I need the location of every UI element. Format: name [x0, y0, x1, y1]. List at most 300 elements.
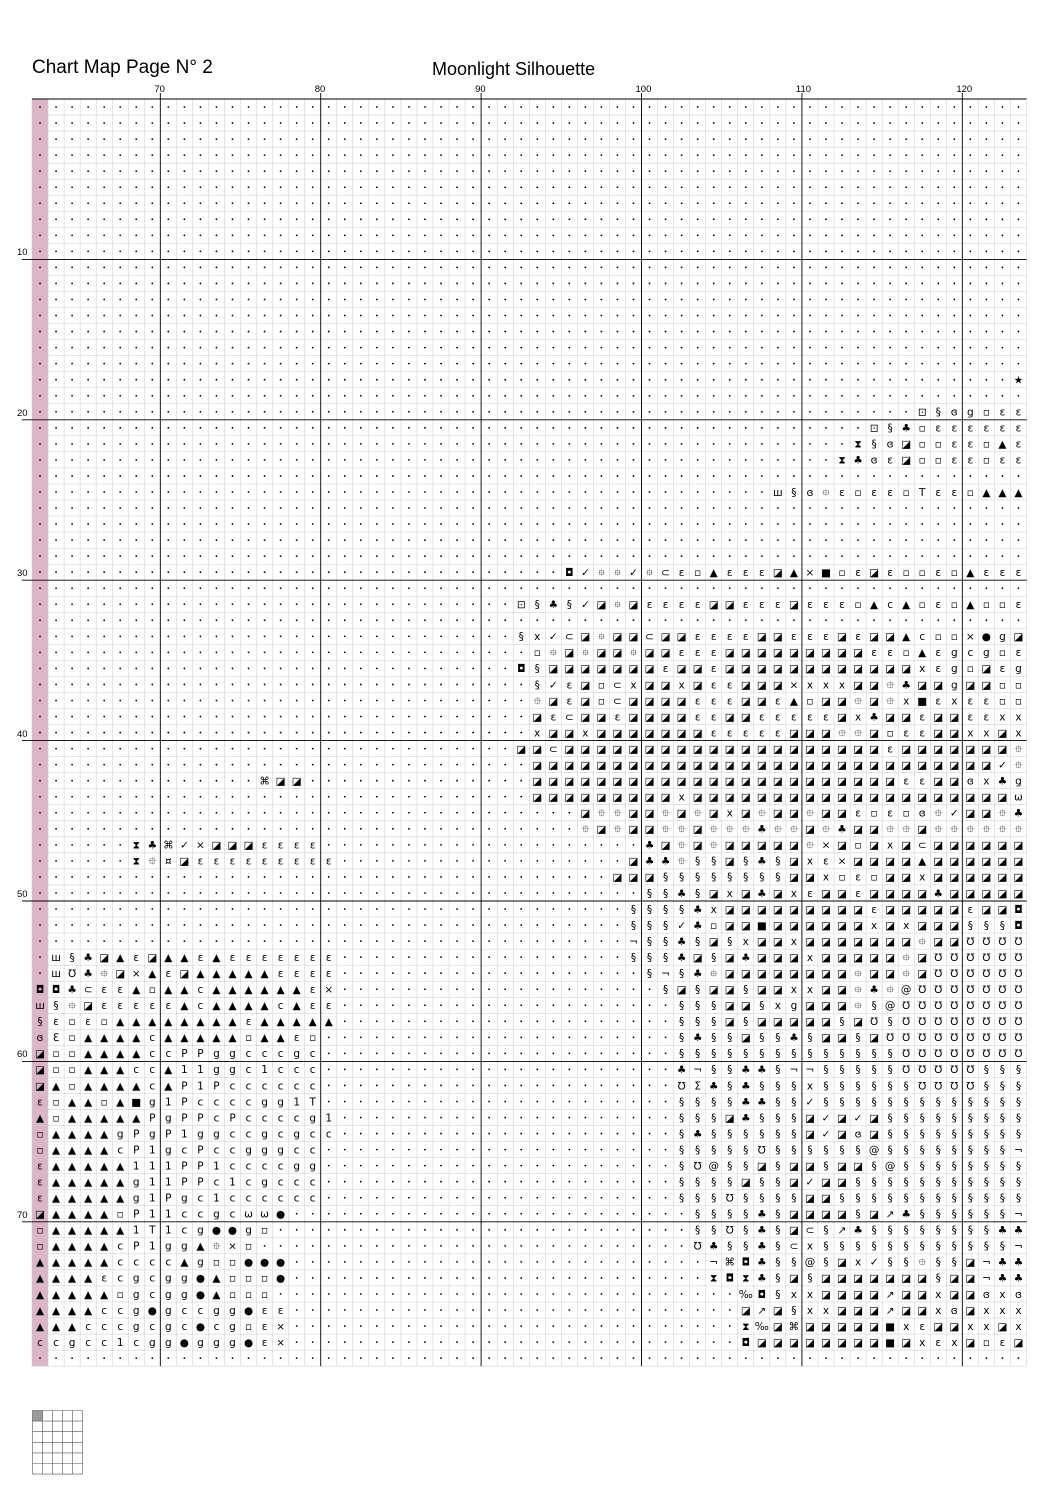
empty-cell-dot [841, 539, 843, 541]
empty-cell-dot [248, 716, 250, 718]
empty-cell-dot [280, 732, 282, 734]
empty-cell-dot [200, 507, 202, 509]
empty-cell-dot [617, 1036, 619, 1038]
stitch-symbol: ♣ [548, 599, 559, 612]
stitch-symbol: ◪ [917, 887, 928, 900]
empty-cell-dot [376, 764, 378, 766]
empty-cell-dot [520, 940, 522, 942]
stitch-symbol: P [197, 1176, 204, 1189]
stitch-symbol: ◪ [596, 775, 607, 788]
empty-cell-dot [440, 1004, 442, 1006]
stitch-symbol: g [1015, 663, 1022, 676]
empty-cell-dot [440, 106, 442, 108]
empty-cell-dot [280, 283, 282, 285]
empty-cell-dot [841, 379, 843, 381]
empty-cell-dot [488, 299, 490, 301]
stitch-symbol: ◪ [853, 951, 864, 964]
empty-cell-dot [536, 411, 538, 413]
empty-cell-dot [183, 876, 185, 878]
empty-cell-dot [985, 363, 987, 365]
empty-cell-dot [248, 218, 250, 220]
empty-cell-dot [617, 154, 619, 156]
stitch-symbol: ⅽ [85, 1336, 92, 1349]
empty-cell-dot [392, 315, 394, 317]
stitch-symbol: ◪ [869, 935, 880, 948]
empty-cell-dot [601, 186, 603, 188]
empty-cell-dot [119, 619, 121, 621]
empty-cell-dot [135, 796, 137, 798]
empty-cell-dot [504, 1245, 506, 1247]
empty-cell-dot [617, 507, 619, 509]
empty-cell-dot [232, 780, 234, 782]
empty-cell-dot [697, 267, 699, 269]
empty-cell-dot [713, 170, 715, 172]
stitch-symbol: ⊂ [564, 711, 574, 724]
stitch-symbol: ℧ [982, 1032, 991, 1045]
empty-cell-dot [456, 1197, 458, 1199]
stitch-symbol: ◪ [612, 631, 623, 644]
empty-cell-dot [264, 283, 266, 285]
empty-cell-dot [617, 1245, 619, 1247]
stitch-symbol: § [775, 1160, 781, 1173]
empty-cell-dot [472, 603, 474, 605]
empty-cell-dot [344, 1036, 346, 1038]
empty-cell-dot [200, 539, 202, 541]
empty-cell-dot [729, 170, 731, 172]
stitch-symbol: § [534, 599, 540, 612]
empty-cell-dot [119, 395, 121, 397]
empty-cell-dot [167, 507, 169, 509]
stitch-symbol: § [839, 1048, 845, 1061]
stitch-symbol: ⯐ [854, 967, 862, 980]
empty-cell-dot [809, 202, 811, 204]
empty-cell-dot [665, 218, 667, 220]
stitch-symbol: x [935, 1288, 942, 1301]
empty-cell-dot [440, 700, 442, 702]
stitch-symbol: 1 [132, 1224, 140, 1237]
empty-cell-dot [649, 1261, 651, 1263]
empty-cell-dot [119, 940, 121, 942]
stitch-symbol: ◪ [933, 759, 944, 772]
empty-cell-dot [440, 571, 442, 573]
stitch-symbol: ▲ [68, 1160, 77, 1173]
stitch-symbol: § [646, 887, 653, 900]
empty-cell-dot [584, 523, 586, 525]
empty-cell-dot [440, 1101, 442, 1103]
empty-cell-dot [520, 234, 522, 236]
empty-cell-dot [119, 892, 121, 894]
empty-cell-dot [761, 427, 763, 429]
empty-cell-dot [39, 812, 41, 814]
empty-cell-dot [697, 331, 699, 333]
stitch-symbol: ◪ [804, 791, 815, 804]
empty-cell-dot [633, 331, 635, 333]
empty-cell-dot [552, 1357, 554, 1359]
empty-cell-dot [312, 395, 314, 397]
stitch-symbol: § [839, 1080, 845, 1093]
stitch-symbol: g [132, 1176, 140, 1189]
empty-cell-dot [825, 523, 827, 525]
empty-cell-dot [472, 379, 474, 381]
stitch-symbol: ℧ [918, 984, 927, 997]
stitch-symbol: ◘ [35, 984, 45, 997]
stitch-symbol: ▲ [84, 1096, 93, 1109]
stitch-symbol: ε [839, 486, 845, 499]
empty-cell-dot [392, 1020, 394, 1022]
stitch-symbol: T [919, 486, 926, 499]
stitch-symbol: § [727, 935, 733, 948]
stitch-symbol: ◪ [853, 1288, 864, 1301]
empty-cell-dot [248, 154, 250, 156]
empty-cell-dot [424, 651, 426, 653]
empty-cell-dot [232, 250, 234, 252]
stitch-symbol: § [951, 1112, 957, 1125]
empty-cell-dot [825, 299, 827, 301]
empty-cell-dot [552, 1229, 554, 1231]
empty-cell-dot [937, 154, 939, 156]
empty-cell-dot [55, 587, 57, 589]
empty-cell-dot [488, 1293, 490, 1295]
empty-cell-dot [183, 732, 185, 734]
empty-cell-dot [39, 218, 41, 220]
empty-cell-dot [312, 603, 314, 605]
stitch-symbol: ♣ [757, 1096, 767, 1109]
empty-cell-dot [729, 315, 731, 317]
empty-cell-dot [584, 347, 586, 349]
stitch-symbol: ▫ [36, 1144, 44, 1157]
stitch-symbol: ◪ [644, 759, 655, 772]
empty-cell-dot [601, 459, 603, 461]
empty-cell-dot [520, 475, 522, 477]
empty-cell-dot [568, 507, 570, 509]
empty-cell-dot [328, 1101, 330, 1103]
stitch-symbol: ◪ [997, 887, 1008, 900]
stitch-symbol: x [806, 679, 814, 692]
stitch-symbol: ◪ [740, 647, 751, 660]
stitch-symbol: ℧ [934, 984, 943, 997]
stitch-symbol: ε [935, 566, 942, 579]
stitch-symbol: § [999, 1064, 1006, 1077]
stitch-symbol: ε [983, 566, 990, 579]
empty-cell-dot [328, 202, 330, 204]
stitch-symbol: ♣ [997, 775, 1008, 788]
empty-cell-dot [568, 1197, 570, 1199]
empty-cell-dot [55, 828, 57, 830]
empty-cell-dot [248, 379, 250, 381]
empty-cell-dot [392, 1085, 394, 1087]
empty-cell-dot [344, 1085, 346, 1087]
empty-cell-dot [456, 331, 458, 333]
empty-cell-dot [408, 491, 410, 493]
stitch-symbol: § [935, 1144, 941, 1157]
stitch-symbol: ◪ [965, 1256, 976, 1269]
empty-cell-dot [697, 315, 699, 317]
empty-cell-dot [488, 1197, 490, 1199]
empty-cell-dot [601, 1101, 603, 1103]
empty-cell-dot [552, 1341, 554, 1343]
empty-cell-dot [953, 507, 955, 509]
empty-cell-dot [456, 218, 458, 220]
empty-cell-dot [376, 892, 378, 894]
empty-cell-dot [87, 122, 89, 124]
stitch-symbol: ◪ [564, 775, 575, 788]
stitch-symbol: § [983, 1128, 990, 1141]
stitch-symbol: § [695, 1000, 701, 1013]
stitch-symbol: ▲ [196, 1032, 205, 1045]
stitch-symbol: § [839, 1192, 845, 1205]
stitch-symbol: § [983, 919, 990, 932]
empty-cell-dot [584, 988, 586, 990]
empty-cell-dot [376, 443, 378, 445]
empty-cell-dot [536, 1149, 538, 1151]
empty-cell-dot [344, 443, 346, 445]
stitch-symbol: ◪ [853, 1304, 864, 1317]
stitch-symbol: ◪ [660, 759, 671, 772]
empty-cell-dot [488, 379, 490, 381]
empty-cell-dot [504, 459, 506, 461]
empty-cell-dot [71, 507, 73, 509]
empty-cell-dot [103, 603, 105, 605]
stitch-symbol: § [662, 903, 669, 916]
stitch-symbol: § [887, 1176, 893, 1189]
empty-cell-dot [344, 716, 346, 718]
stitch-symbol: ✓ [580, 599, 590, 612]
stitch-symbol: § [727, 1096, 733, 1109]
empty-cell-dot [504, 1277, 506, 1279]
empty-cell-dot [328, 299, 330, 301]
empty-cell-dot [617, 1069, 619, 1071]
empty-cell-dot [328, 234, 330, 236]
stitch-symbol: ℧ [934, 1048, 943, 1061]
empty-cell-dot [552, 924, 554, 926]
stitch-symbol: ▫ [838, 871, 846, 884]
empty-cell-dot [488, 1165, 490, 1167]
stitch-symbol: ε [807, 631, 813, 644]
empty-cell-dot [617, 1004, 619, 1006]
empty-cell-dot [681, 299, 683, 301]
stitch-symbol: ◪ [837, 711, 847, 724]
stitch-symbol: ◪ [660, 839, 671, 852]
stitch-symbol: ▫ [694, 566, 702, 579]
empty-cell-dot [440, 651, 442, 653]
empty-cell-dot [488, 812, 490, 814]
empty-cell-dot [200, 122, 202, 124]
stitch-symbol: ▲ [918, 855, 927, 868]
empty-cell-dot [87, 651, 89, 653]
empty-cell-dot [376, 972, 378, 974]
stitch-symbol: ◪ [869, 1128, 880, 1141]
empty-cell-dot [633, 1197, 635, 1199]
empty-cell-dot [568, 555, 570, 557]
empty-cell-dot [601, 1261, 603, 1263]
stitch-symbol: ε [887, 807, 893, 820]
empty-cell-dot [536, 539, 538, 541]
empty-cell-dot [536, 1133, 538, 1135]
empty-cell-dot [601, 1149, 603, 1151]
stitch-symbol: § [1015, 1112, 1022, 1125]
stitch-symbol: § [678, 1048, 685, 1061]
empty-cell-dot [344, 587, 346, 589]
empty-cell-dot [151, 780, 153, 782]
empty-cell-dot [520, 1245, 522, 1247]
empty-cell-dot [456, 1085, 458, 1087]
empty-cell-dot [761, 283, 763, 285]
stitch-symbol: § [823, 1096, 829, 1109]
stitch-symbol: § [662, 935, 669, 948]
stitch-symbol: § [887, 1048, 893, 1061]
empty-cell-dot [857, 299, 859, 301]
stitch-symbol: § [823, 1064, 829, 1077]
empty-cell-dot [825, 475, 827, 477]
empty-cell-dot [135, 523, 137, 525]
empty-cell-dot [617, 1197, 619, 1199]
stitch-symbol: x [1015, 1320, 1022, 1333]
stitch-symbol: 1 [164, 1176, 172, 1189]
empty-cell-dot [280, 234, 282, 236]
empty-cell-dot [601, 218, 603, 220]
stitch-symbol: § [743, 855, 749, 868]
empty-cell-dot [183, 218, 185, 220]
empty-cell-dot [953, 475, 955, 477]
empty-cell-dot [135, 587, 137, 589]
stitch-symbol: g [148, 1336, 156, 1349]
stitch-symbol: § [69, 951, 75, 964]
empty-cell-dot [312, 555, 314, 557]
empty-cell-dot [665, 379, 667, 381]
empty-cell-dot [905, 122, 907, 124]
empty-cell-dot [119, 539, 121, 541]
empty-cell-dot [793, 106, 795, 108]
empty-cell-dot [649, 1165, 651, 1167]
empty-cell-dot [552, 395, 554, 397]
stitch-symbol: ⧗ [132, 855, 140, 868]
empty-cell-dot [825, 106, 827, 108]
stitch-symbol: § [791, 1144, 797, 1157]
stitch-symbol: § [823, 1080, 829, 1093]
empty-cell-dot [504, 475, 506, 477]
empty-cell-dot [264, 796, 266, 798]
empty-cell-dot [200, 748, 202, 750]
empty-cell-dot [633, 844, 635, 846]
empty-cell-dot [665, 491, 667, 493]
empty-cell-dot [536, 1004, 538, 1006]
empty-cell-dot [344, 1181, 346, 1183]
empty-cell-dot [504, 716, 506, 718]
empty-cell-dot [344, 1197, 346, 1199]
empty-cell-dot [39, 170, 41, 172]
stitch-symbol: ▫ [116, 1288, 124, 1301]
empty-cell-dot [969, 138, 971, 140]
empty-cell-dot [312, 411, 314, 413]
empty-cell-dot [921, 587, 923, 589]
empty-cell-dot [328, 940, 330, 942]
empty-cell-dot [440, 764, 442, 766]
stitch-symbol: ¬ [693, 1064, 703, 1077]
empty-cell-dot [71, 331, 73, 333]
stitch-symbol: ▲ [180, 1256, 189, 1269]
stitch-symbol: ◪ [772, 1320, 783, 1333]
stitch-symbol: § [967, 1112, 973, 1125]
stitch-symbol: ◪ [885, 775, 896, 788]
stitch-symbol: § [839, 1016, 845, 1029]
empty-cell-dot [312, 122, 314, 124]
empty-cell-dot [360, 1149, 362, 1151]
empty-cell-dot [103, 908, 105, 910]
empty-cell-dot [697, 619, 699, 621]
empty-cell-dot [536, 331, 538, 333]
empty-cell-dot [536, 170, 538, 172]
empty-cell-dot [167, 587, 169, 589]
empty-cell-dot [39, 603, 41, 605]
stitch-symbol: ● [195, 1288, 206, 1301]
empty-cell-dot [87, 523, 89, 525]
stitch-symbol: ▫ [918, 454, 926, 467]
empty-cell-dot [456, 1020, 458, 1022]
empty-cell-dot [985, 250, 987, 252]
stitch-symbol: ◪ [644, 791, 655, 804]
stitch-symbol: ◪ [997, 839, 1008, 852]
empty-cell-dot [745, 475, 747, 477]
empty-cell-dot [392, 1261, 394, 1263]
stitch-symbol: § [887, 1064, 893, 1077]
empty-cell-dot [536, 924, 538, 926]
stitch-symbol: ◪ [756, 967, 767, 980]
empty-cell-dot [456, 1036, 458, 1038]
stitch-symbol: § [903, 1096, 909, 1109]
stitch-symbol: ▲ [180, 984, 189, 997]
stitch-symbol: ◪ [564, 791, 575, 804]
empty-cell-dot [200, 202, 202, 204]
empty-cell-dot [809, 379, 811, 381]
stitch-symbol: ◪ [949, 791, 960, 804]
empty-cell-dot [408, 1181, 410, 1183]
empty-cell-dot [87, 218, 89, 220]
empty-cell-dot [617, 347, 619, 349]
stitch-symbol: ℧ [998, 1016, 1007, 1029]
empty-cell-dot [1018, 1357, 1020, 1359]
empty-cell-dot [408, 218, 410, 220]
empty-cell-dot [601, 122, 603, 124]
empty-cell-dot [921, 122, 923, 124]
empty-cell-dot [328, 138, 330, 140]
empty-cell-dot [793, 1357, 795, 1359]
empty-cell-dot [103, 138, 105, 140]
stitch-symbol: ◪ [628, 599, 639, 612]
stitch-symbol: ℧ [982, 935, 991, 948]
empty-cell-dot [793, 315, 795, 317]
empty-cell-dot [376, 250, 378, 252]
empty-cell-dot [793, 443, 795, 445]
empty-cell-dot [633, 283, 635, 285]
empty-cell-dot [456, 1229, 458, 1231]
empty-cell-dot [264, 635, 266, 637]
empty-cell-dot [953, 202, 955, 204]
stitch-symbol: ⯐ [661, 823, 670, 836]
stitch-symbol: ▲ [276, 984, 285, 997]
empty-cell-dot [87, 507, 89, 509]
stitch-symbol: ◪ [917, 791, 928, 804]
empty-cell-dot [312, 379, 314, 381]
empty-cell-dot [312, 347, 314, 349]
stitch-symbol: § [775, 1256, 781, 1269]
empty-cell-dot [665, 1213, 667, 1215]
empty-cell-dot [504, 988, 506, 990]
stitch-symbol: § [823, 1224, 829, 1237]
empty-cell-dot [360, 940, 362, 942]
empty-cell-dot [392, 635, 394, 637]
stitch-symbol: ◪ [644, 711, 655, 724]
empty-cell-dot [488, 491, 490, 493]
